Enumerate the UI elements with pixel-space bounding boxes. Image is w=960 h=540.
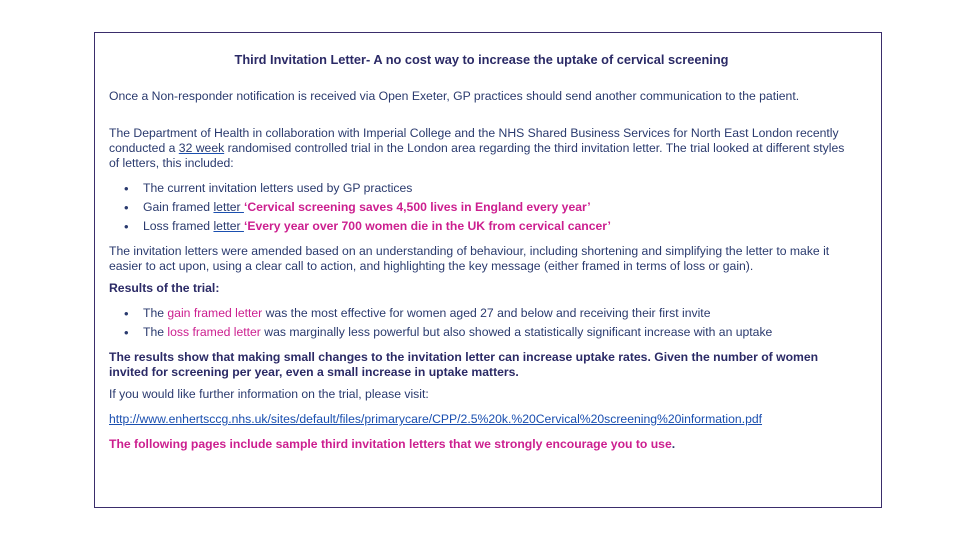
trial-info-link[interactable]: http://www.enhertsccg.nhs.uk/sites/default/files/primarycare/CPP/2.5%20k.%20Cervical%20screening%20information.pdf bbox=[109, 412, 763, 426]
result-gain-after: was the most effective for women aged 27 and below and receiving their first invite bbox=[262, 306, 711, 320]
result-gain-before: The bbox=[143, 306, 168, 320]
list-item bbox=[143, 219, 854, 234]
further-info-text: If you would like further information on the trial, please visit: bbox=[109, 387, 429, 401]
result-gain-highlight: gain framed letter bbox=[167, 306, 263, 320]
result-loss-before: The bbox=[143, 325, 168, 339]
trial-paragraph bbox=[109, 126, 854, 171]
result-loss-after: was marginally less powerful but also showed a statistically significant increase with an uptake bbox=[260, 325, 773, 339]
amended-paragraph: The invitation letters were amended based on an understanding of behaviour, including shortening and simplifying the letter to make it easier to act upon, using a clear call to action, and highlighting the key message (either framed in terms of loss or gain). bbox=[109, 244, 830, 273]
style-current-text: The current invitation letters used by GP practices bbox=[143, 181, 413, 195]
document-title: Third Invitation Letter- A no cost way to increase the uptake of cervical screening bbox=[234, 52, 729, 67]
style-gain-prefix: Gain framed bbox=[143, 200, 214, 214]
style-loss-quote: ‘Every year over 700 women die in the UK from cervical cancer’ bbox=[243, 219, 611, 233]
final-note-text: The following pages include sample third invitation letters that we strongly encourage you to use bbox=[109, 437, 672, 451]
trial-text-part2: randomised controlled trial in the London area regarding the third invitation letter. The trial looked at different styles of letters, this included: bbox=[109, 141, 845, 170]
trial-text-part1: The Department of Health in collaboration with Imperial College and the NHS Shared Business Services for North East London recently conducted a bbox=[109, 126, 839, 155]
trial-duration: 32 week bbox=[178, 141, 225, 155]
results-heading: Results of the trial: bbox=[109, 281, 220, 295]
list-item bbox=[143, 306, 854, 321]
results-list bbox=[109, 306, 854, 340]
final-note bbox=[109, 437, 854, 452]
summary-paragraph: The results show that making small changes to the invitation letter can increase uptake rates. Given the number of women invited for screening per year, even a small increase in uptake matters. bbox=[109, 350, 819, 379]
style-gain-quote: ‘Cervical screening saves 4,500 lives in England every year’ bbox=[243, 200, 591, 214]
style-loss-prefix: Loss framed bbox=[143, 219, 214, 233]
list-item bbox=[143, 200, 854, 215]
intro-paragraph: Once a Non-responder notification is received via Open Exeter, GP practices should send another communication to the patient. bbox=[109, 89, 800, 103]
result-loss-highlight: loss framed letter bbox=[167, 325, 261, 339]
list-item bbox=[143, 181, 854, 196]
list-item bbox=[143, 325, 854, 340]
letter-styles-list bbox=[109, 181, 854, 234]
final-note-period: . bbox=[671, 437, 676, 451]
document-body bbox=[109, 52, 854, 452]
style-gain-letter: letter bbox=[213, 200, 244, 214]
style-loss-letter: letter bbox=[213, 219, 244, 233]
